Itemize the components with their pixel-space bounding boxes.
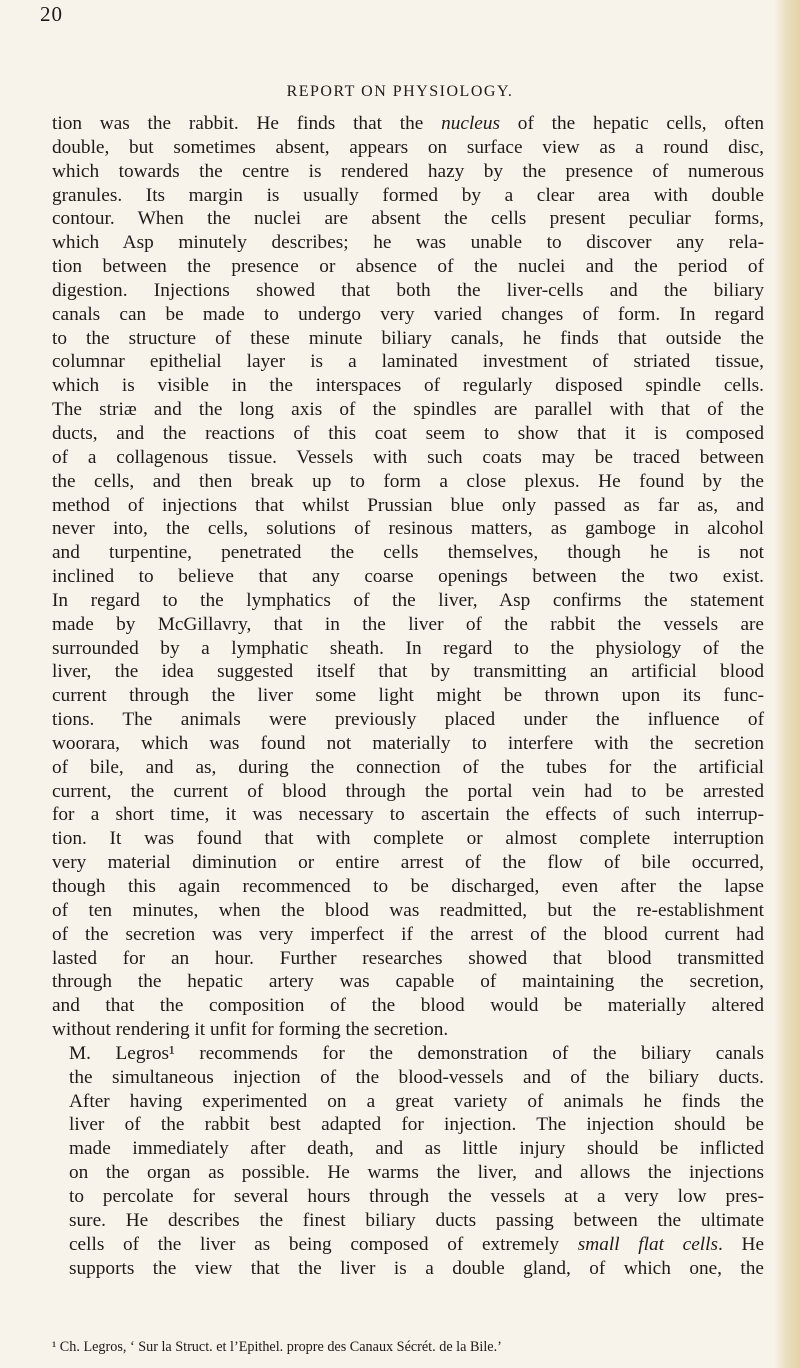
- text-line: of ten minutes, when the blood was readmitted, but the re-establishment: [52, 899, 764, 921]
- text-line: the cells, and then break up to form a close plexus. He found by the: [52, 470, 764, 492]
- text-line: the simultaneous injection of the blood-vessels and of the biliary ducts.: [69, 1066, 764, 1088]
- text-line: which is visible in the interspaces of regularly disposed spindle cells.: [52, 375, 764, 397]
- text-line: double, but sometimes absent, appears on surface view as a round disc,: [52, 136, 764, 158]
- text-line: In regard to the lymphatics of the liver, Asp confirms the statement: [52, 589, 764, 611]
- text-line: and that the composition of the blood would be materially altered: [52, 995, 764, 1017]
- footnote: ¹ Ch. Legros, ‘ Sur la Struct. et l’Epithel. propre des Canaux Sécrét. de la Bile.’: [52, 1339, 502, 1355]
- page-edge-shadow: [774, 0, 800, 1368]
- text-line: of the secretion was very imperfect if the arrest of the blood current had: [52, 923, 764, 945]
- text-line: columnar epithelial layer is a laminated investment of striated tissue,: [52, 351, 764, 373]
- text-line: made by McGillavry, that in the liver of the rabbit the vessels are: [52, 613, 764, 635]
- text-line: liver, the idea suggested itself that by transmitting an artificial blood: [52, 661, 764, 683]
- text-line: After having experimented on a great variety of animals he finds the: [69, 1090, 764, 1112]
- text-line: current, the current of blood through the portal vein had to be arrested: [52, 780, 764, 802]
- text-line: never into, the cells, solutions of resinous matters, as gamboge in alcohol: [52, 518, 764, 540]
- text-line: made immediately after death, and as little injury should be inflicted: [69, 1138, 764, 1160]
- text-line: canals can be made to undergo very varied changes of form. In regard: [52, 303, 764, 325]
- text-line: method of injections that whilst Prussian blue only passed as far as, and: [52, 494, 764, 516]
- text-line: for a short time, it was necessary to ascertain the effects of such interrup-: [52, 804, 764, 826]
- text-line: digestion. Injections showed that both the liver-cells and the biliary: [52, 279, 764, 301]
- text-line: lasted for an hour. Further researches showed that blood transmitted: [52, 947, 764, 969]
- text-line: on the organ as possible. He warms the liver, and allows the injections: [69, 1162, 764, 1184]
- text-line: cells of the liver as being composed of extremely small flat cells. He: [69, 1233, 764, 1255]
- text-line: woorara, which was found not materially to interfere with the secretion: [52, 732, 764, 754]
- text-line: surrounded by a lymphatic sheath. In regard to the physiology of the: [52, 637, 764, 659]
- text-line: tions. The animals were previously placed under the influence of: [52, 709, 764, 731]
- text-line: of bile, and as, during the connection of the tubes for the artificial: [52, 756, 764, 778]
- text-line: sure. He describes the finest biliary ducts passing between the ultimate: [69, 1209, 764, 1231]
- text-line: through the hepatic artery was capable of maintaining the secretion,: [52, 971, 764, 993]
- text-line: which Asp minutely describes; he was unable to discover any rela-: [52, 232, 764, 254]
- page-number: 20: [40, 2, 63, 26]
- text-line: very material diminution or entire arrest of the flow of bile occurred,: [52, 852, 764, 874]
- text-line: to the structure of these minute biliary canals, he finds that outside the: [52, 327, 764, 349]
- running-head: REPORT ON PHYSIOLOGY.: [286, 83, 514, 100]
- text-line: and turpentine, penetrated the cells themselves, though he is not: [52, 542, 764, 564]
- text-line: tion was the rabbit. He finds that the nucleus of the hepatic cells, often: [52, 113, 764, 134]
- text-line: tion between the presence or absence of the nuclei and the period of: [52, 256, 764, 278]
- text-line: of a collagenous tissue. Vessels with such coats may be traced between: [52, 446, 764, 468]
- text-line: current through the liver some light might be thrown upon its func-: [52, 685, 764, 707]
- body-text: [52, 112, 764, 1280]
- text-line: M. Legros¹ recommends for the demonstration of the biliary canals: [69, 1042, 764, 1064]
- paragraph-asp-liver: [52, 112, 764, 1042]
- text-line: supports the view that the liver is a double gland, of which one, the: [69, 1257, 764, 1279]
- paragraph-legros-injection: [52, 1042, 764, 1280]
- text-line: though this again recommenced to be discharged, even after the lapse: [52, 876, 764, 897]
- text-line: without rendering it unfit for forming the secretion.: [52, 1019, 449, 1041]
- text-line: liver of the rabbit best adapted for injection. The injection should be: [69, 1114, 764, 1136]
- text-line: tion. It was found that with complete or almost complete interruption: [52, 828, 764, 850]
- text-line: contour. When the nuclei are absent the cells present peculiar forms,: [52, 208, 764, 230]
- text-line: to percolate for several hours through the vessels at a very low pres-: [69, 1185, 764, 1207]
- text-line: which towards the centre is rendered hazy by the presence of numerous: [52, 160, 764, 182]
- text-line: ducts, and the reactions of this coat seem to show that it is composed: [52, 422, 764, 444]
- text-line: inclined to believe that any coarse openings between the two exist.: [52, 566, 764, 588]
- text-line: granules. Its margin is usually formed by a clear area with double: [52, 184, 764, 206]
- text-line: The striæ and the long axis of the spindles are parallel with that of the: [52, 399, 764, 421]
